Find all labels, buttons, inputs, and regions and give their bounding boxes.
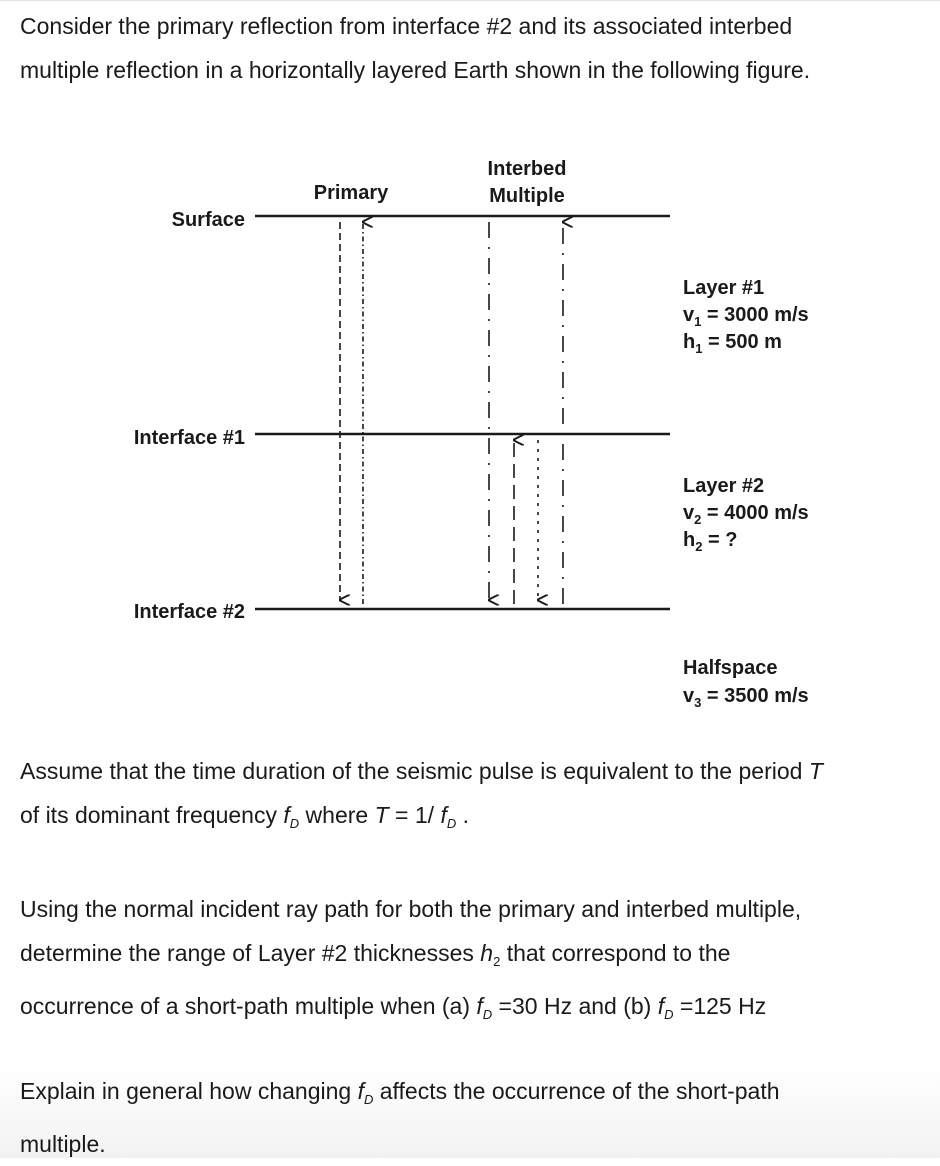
frequency-symbol: f [283,802,290,828]
interface-2-label: Interface #2 [133,601,245,623]
question-line-1: Using the normal incident ray path for both the primary and interbed multiple, [20,896,802,922]
explain-paragraph [20,1069,780,1166]
explain-line-2: multiple. [20,1131,106,1157]
layer-1-velocity: $v_1 = 3000$ m/s [683,304,809,329]
equation-period: T [374,802,389,828]
layer-1-thickness: $h_1 = 500$ m [683,331,782,356]
period-symbol: T [808,758,823,784]
frequency-b-symbol: f [657,993,665,1019]
question-line-3-text: occurrence of a short-path multiple when (a) [20,993,477,1019]
frequency-a-subscript: D [482,1007,493,1022]
explain-line-1-end: affects the occurrence of the short-path [373,1078,780,1104]
interbed-label-line-1: Interbed [487,158,567,180]
interbed-label-line-2: Multiple [489,185,565,207]
question-line-2-text: determine the range of Layer #2 thicknesses [20,940,481,966]
frequency-b-subscript: D [664,1007,674,1022]
equation-end: . [456,802,470,828]
thickness-subscript: 2 [493,954,501,969]
intro-line-1: Consider the primary reflection from interface #2 and its associated interbed [20,13,793,39]
layer-2-thickness: $h_2$ = ? [683,529,738,554]
intro-paragraph [20,4,810,92]
thickness-symbol: h [480,940,494,966]
question-line-3-middle: =30 Hz and (b) [492,993,658,1019]
explain-line-1-text: Explain in general how changing [20,1078,358,1104]
frequency-subscript: D [289,816,300,831]
assume-line-1-text: Assume that the time duration of the seismic pulse is equivalent to the period [20,758,809,784]
primary-label: Primary [313,182,389,204]
question-line-3-end: =125 Hz [673,993,767,1019]
layered-earth-figure [0,130,940,730]
halfspace-title: Halfspace [683,657,778,679]
equation-middle: = 1/ [388,802,441,828]
intro-line-2: multiple reflection in a horizontally layered Earth shown in the following figure. [20,57,811,83]
frequency-a-symbol: f [476,993,483,1019]
surface-label: Surface [171,209,245,231]
assume-line-2-text: of its dominant frequency [20,802,284,828]
question-paragraph [20,887,801,1037]
question-line-2-end: that correspond to the [500,940,731,966]
explain-frequency-subscript: D [363,1092,374,1107]
equation-frequency-subscript: D [446,816,457,831]
equation-frequency: f [440,802,447,828]
layer-1-title: Layer #1 [683,277,765,299]
assume-paragraph [20,749,823,846]
interface-1-label: Interface #1 [133,427,245,449]
explain-frequency-symbol: f [357,1078,364,1104]
layer-2-title: Layer #2 [683,475,765,497]
layer-2-velocity: $v_2 = 4000$ m/s [683,502,809,527]
halfspace-velocity: $v_3 = 3500$ m/s [683,685,809,710]
top-divider [0,0,940,1]
assume-where-text: where [299,802,375,828]
